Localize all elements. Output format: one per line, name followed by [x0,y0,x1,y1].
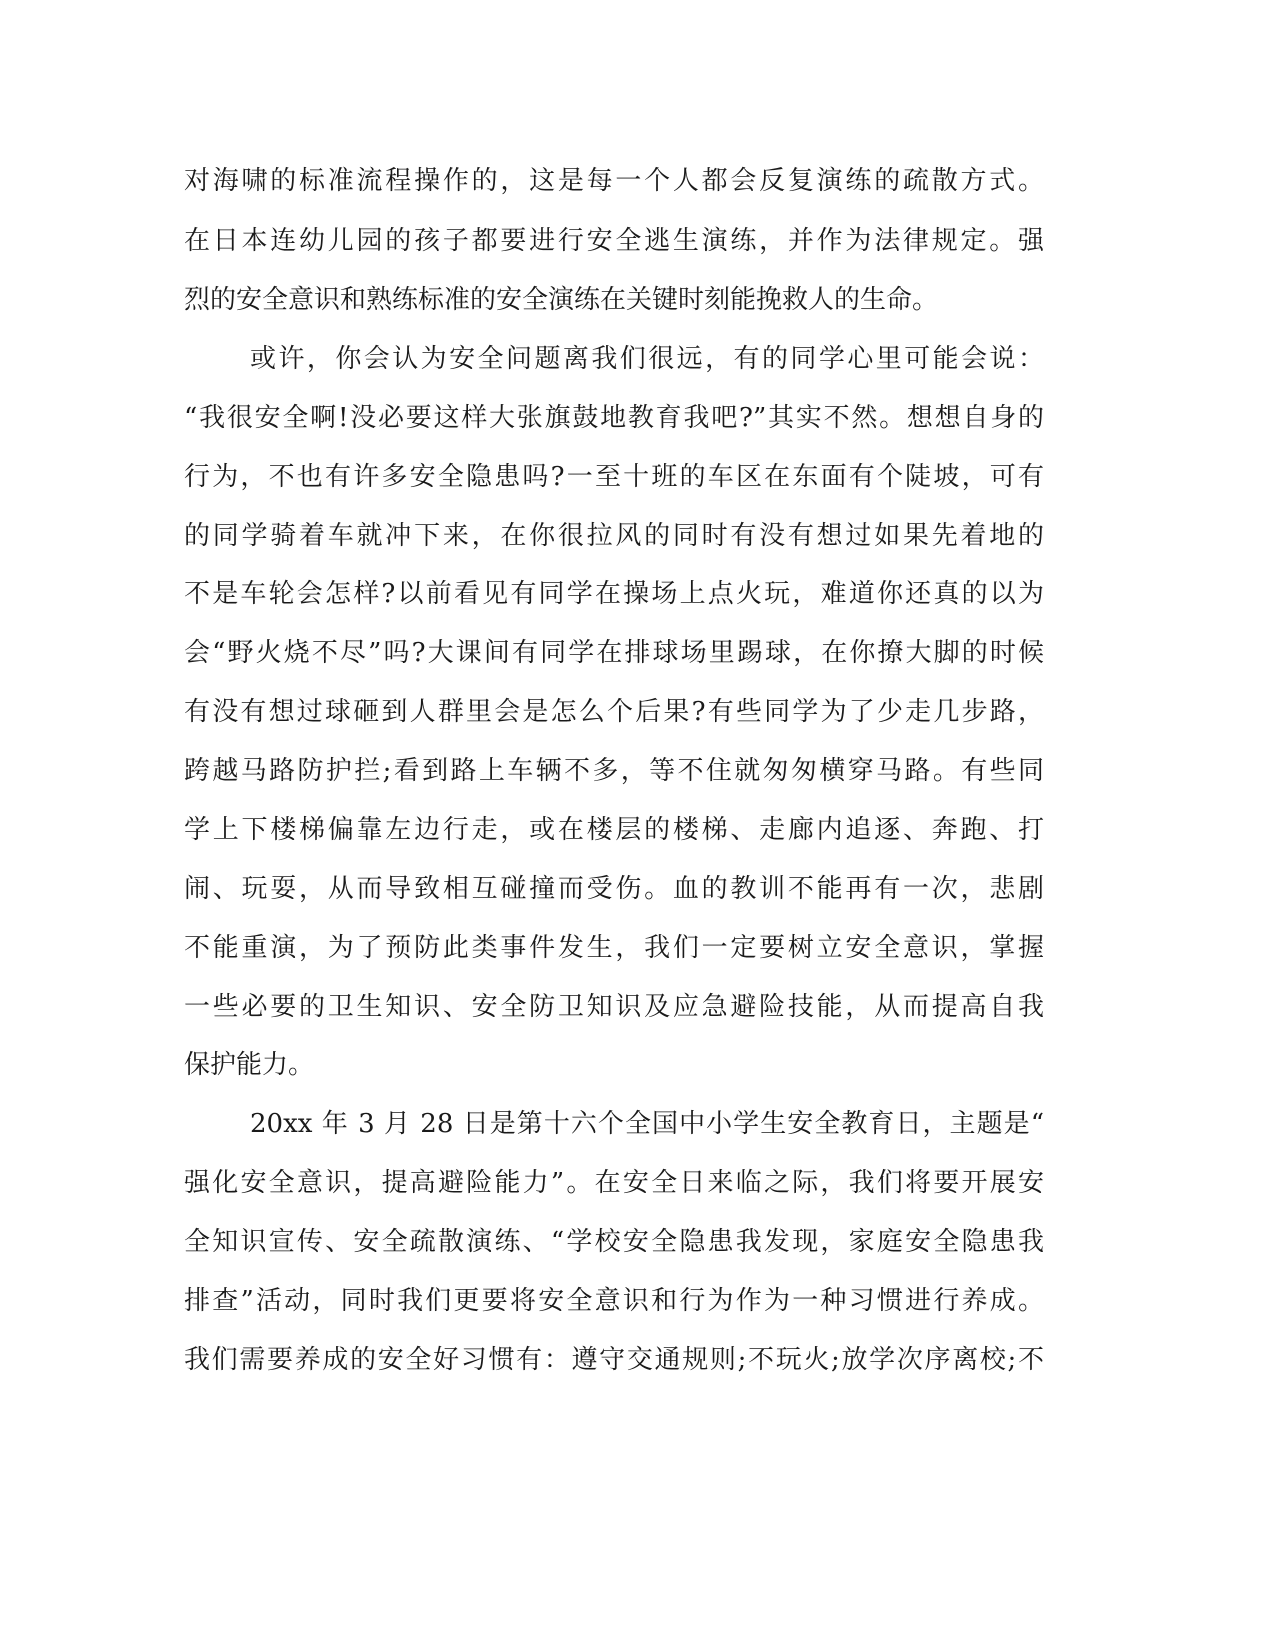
text-line: 我们需要养成的安全好习惯有：遵守交通规则;不玩火;放学次序离校;不 [184,1345,1044,1375]
text-line: 排查”活动，同时我们更要将安全意识和行为作为一种习惯进行养成。 [184,1286,1044,1316]
text-line: 对海啸的标准流程操作的，这是每一个人都会反复演练的疏散方式。 [184,166,1044,196]
text-line: 的同学骑着车就冲下来，在你很拉风的同时有没有想过如果先着地的 [184,521,1044,551]
text-line: 行为，不也有许多安全隐患吗?一至十班的车区在东面有个陡坡，可有 [184,462,1044,492]
text-line: 有没有想过球砸到人群里会是怎么个后果?有些同学为了少走几步路， [184,697,1044,727]
text-line: 不能重演，为了预防此类事件发生，我们一定要树立安全意识，掌握 [184,933,1044,963]
text-line: 强化安全意识，提高避险能力”。在安全日来临之际，我们将要开展安 [184,1168,1044,1198]
text-line: 在日本连幼儿园的孩子都要进行安全逃生演练，并作为法律规定。强 [184,226,1044,256]
paragraph-first-line: 20xx 年 3 月 28 日是第十六个全国中小学生安全教育日，主题是“ [250,1109,1044,1139]
text-line: 学上下楼梯偏靠左边行走，或在楼层的楼梯、走廊内追逐、奔跑、打 [184,815,1044,845]
text-line: 一些必要的卫生知识、安全防卫知识及应急避险技能，从而提高自我 [184,992,1044,1022]
text-line: “我很安全啊!没必要这样大张旗鼓地教育我吧?”其实不然。想想自身的 [184,403,1044,433]
text-line: 烈的安全意识和熟练标准的安全演练在关键时刻能挽救人的生命。 [184,285,939,315]
text-line: 会“野火烧不尽”吗?大课间有同学在排球场里踢球，在你撩大脚的时候 [184,638,1044,668]
text-line: 闹、玩耍，从而导致相互碰撞而受伤。血的教训不能再有一次，悲剧 [184,874,1044,904]
text-line: 不是车轮会怎样?以前看见有同学在操场上点火玩，难道你还真的以为 [184,579,1044,609]
text-line: 保护能力。 [184,1050,315,1080]
paragraph-first-line: 或许，你会认为安全问题离我们很远，有的同学心里可能会说： [250,344,1044,374]
text-line: 跨越马路防护拦;看到路上车辆不多，等不住就匆匆横穿马路。有些同 [184,756,1044,786]
text-line: 全知识宣传、安全疏散演练、“学校安全隐患我发现，家庭安全隐患我 [184,1227,1044,1257]
